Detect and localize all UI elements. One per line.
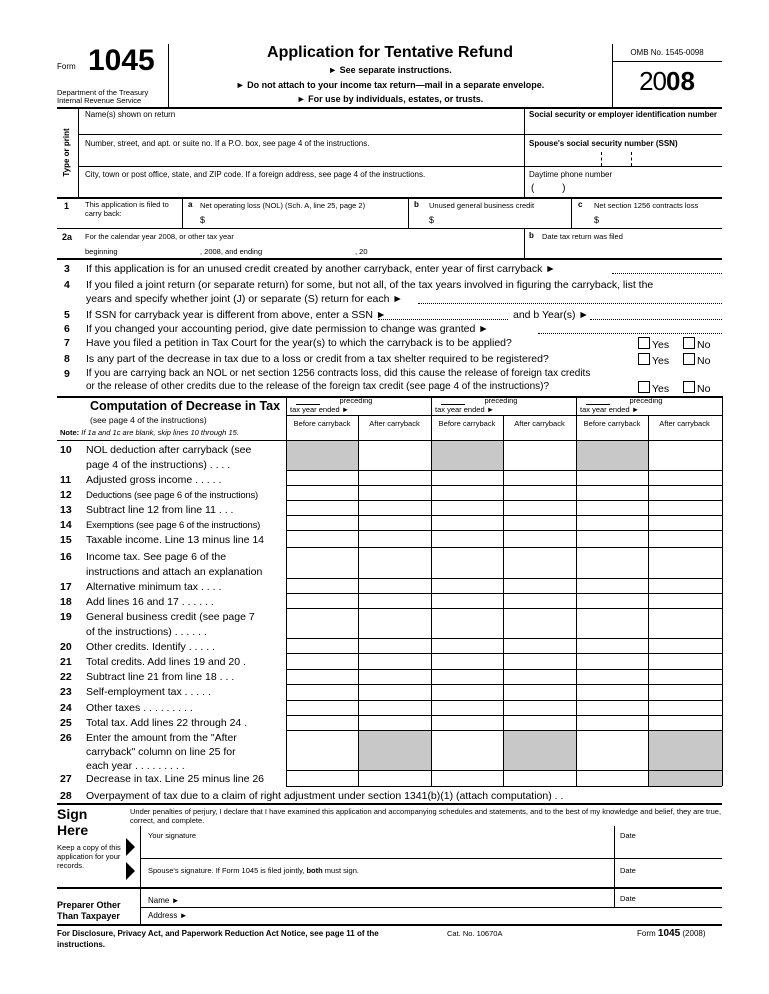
line-number: 15 [60,534,72,546]
amount-cell[interactable] [504,531,575,546]
amount-cell[interactable] [577,731,647,769]
line-1c: Net section 1256 contracts loss [594,201,699,210]
question-number: 3 [64,263,70,275]
question-text: Have you filed a petition in Tax Court for the year(s) to which the carryback is to be applied? [86,337,512,349]
amount-cell[interactable] [359,685,430,699]
amount-cell[interactable] [504,501,575,514]
amount-cell[interactable] [504,654,575,668]
amount-cell[interactable] [287,486,357,499]
checkbox-icon[interactable] [638,337,650,349]
question-text: or the release of other credits due to the release of the foreign tax credit (see page 4 of the instructions)? [86,381,550,392]
amount-cell[interactable] [649,531,721,546]
amount-cell[interactable] [432,486,502,499]
amount-cell[interactable] [287,548,357,577]
no-label: No [697,383,711,395]
amount-cell[interactable] [649,594,721,607]
amount-cell[interactable] [649,639,721,652]
line-label: General business credit (see page 7 [86,611,255,623]
instruction-3: ► For use by individuals, estates, or trusts. [296,94,484,104]
amount-cell[interactable] [287,609,357,637]
line-label: Subtract line 12 from line 11 . . . [86,504,234,516]
instruction-2: ► Do not attach to your income tax return—mail in a separate envelope. [235,80,545,90]
amount-cell[interactable] [359,501,430,514]
checkbox-icon[interactable] [683,353,695,365]
line-label: Other taxes . . . . . . . . . [86,702,193,714]
preparer-label: Preparer Other Than Taxpayer [57,900,121,921]
signature-date[interactable]: Date [620,831,636,840]
line-number: 26 [60,732,72,744]
amount-cell[interactable] [359,771,430,785]
checkbox-icon[interactable] [683,381,695,393]
line-2a-text: For the calendar year 2008, or other tax year [85,232,234,241]
yes-label: Yes [652,355,670,367]
no-label: No [697,355,711,367]
irs: Internal Revenue Service [57,96,142,105]
question-number: 4 [64,279,70,291]
amount-cell[interactable] [432,579,502,592]
amount-cell[interactable] [504,701,575,714]
amount-cell[interactable] [577,701,647,714]
amount-cell[interactable] [649,548,721,577]
line-number: 14 [60,519,72,531]
amount-cell[interactable] [649,579,721,592]
preceding-label: preceding [339,396,373,405]
amount-cell[interactable] [649,771,721,785]
amount-cell[interactable] [287,441,357,469]
line-number: 17 [60,581,72,593]
amount-cell[interactable] [504,471,575,484]
amount-cell[interactable] [359,579,430,592]
yes-label: Yes [652,339,670,351]
line-label: Decrease in tax. Line 25 minus line 26 [86,773,265,785]
computation-title: Computation of Decrease in Tax [90,399,281,413]
amount-cell[interactable] [649,716,721,729]
amount-cell[interactable] [432,701,502,714]
line-label: Enter the amount from the "After [86,732,237,744]
line-1a: Net operating loss (NOL) (Sch. A, line 25, page 2) [200,201,366,210]
line-label: Exemptions (see page 6 of the instructions) [86,520,261,531]
line-1a-amount[interactable]: $ [200,215,206,225]
amount-cell[interactable] [649,670,721,683]
question-7-yes[interactable] [638,337,669,351]
line-label: NOL deduction after carryback (see [86,444,252,456]
line-label: Taxable income. Line 13 minus line 14 [86,534,265,546]
after-carryback-header: After carryback [659,419,710,428]
spouse-ssn-field[interactable]: Spouse's social security number (SSN) [529,139,678,148]
amount-cell[interactable] [287,654,357,668]
question-7-no[interactable] [683,337,710,351]
amount-cell[interactable] [577,548,647,577]
amount-cell[interactable] [504,716,575,729]
amount-cell[interactable] [359,531,430,546]
line-28-number: 28 [60,790,72,802]
amount-cell[interactable] [359,441,430,469]
amount-cell[interactable] [504,594,575,607]
line-number: 25 [60,717,72,729]
spouse-signature[interactable]: Spouse's signature. If Form 1045 is filed jointly, both must sign. [148,866,359,875]
amount-cell[interactable] [432,609,502,637]
line-number: 20 [60,641,72,653]
question-number: 8 [64,353,70,365]
amount-cell[interactable] [359,654,430,668]
amount-cell[interactable] [359,609,430,637]
keep-copy-note: Keep a copy of this application for your records. [57,843,121,870]
question-5-year: and b Year(s) ► [513,309,589,321]
line-label: Other credits. Identify . . . . . [86,641,215,653]
omb-number: OMB No. 1545-0098 [630,48,704,57]
amount-cell[interactable] [287,516,357,529]
line-2b[interactable]: Date tax return was filed [542,232,623,241]
amount-cell[interactable] [432,501,502,514]
amount-cell[interactable] [287,531,357,546]
your-signature[interactable]: Your signature [148,831,197,840]
question-text: If SSN for carryback year is different from above, enter a SSN ► [86,309,387,321]
line-1-number: 1 [64,201,70,211]
amount-cell[interactable] [287,685,357,699]
line-number: 24 [60,702,72,714]
preceding-label: preceding [484,396,518,405]
question-text: If this application is for an unused credit created by another carryback, enter year of first carryback ► [86,263,556,275]
tax-year-ended-field[interactable]: tax year ended ► [435,405,495,414]
line-label: Total tax. Add lines 22 through 24 . [86,717,248,729]
question-text: If you changed your accounting period, give date permission to change was granted ► [86,323,489,335]
amount-cell[interactable] [432,471,502,484]
perjury-statement: Under penalties of perjury, I declare that I have examined this application and accompanying schedules and statements, and to the best of my knowledge and belief, they are true, correct, and complete. [130,807,722,825]
amount-cell[interactable] [287,579,357,592]
form-title: Application for Tentative Refund [267,44,513,61]
amount-cell[interactable] [649,609,721,637]
amount-cell[interactable] [504,516,575,529]
before-carryback-header: Before carryback [583,419,641,428]
amount-cell[interactable] [649,486,721,499]
line-label: instructions and attach an explanation [86,566,263,578]
amount-cell[interactable] [577,609,647,637]
answer-line[interactable] [538,333,722,334]
amount-cell[interactable] [649,685,721,699]
amount-cell[interactable] [577,486,647,499]
amount-cell[interactable] [287,639,357,652]
answer-line[interactable] [418,303,722,304]
amount-cell[interactable] [432,516,502,529]
amount-cell[interactable] [432,531,502,546]
amount-cell[interactable] [577,639,647,652]
line-1b: Unused general business credit [429,201,535,210]
question-number: 5 [64,309,70,321]
preparer-address[interactable]: Address ► [148,911,188,920]
amount-cell[interactable] [359,594,430,607]
amount-cell[interactable] [504,771,575,785]
answer-line[interactable] [590,319,722,320]
amount-cell[interactable] [504,548,575,577]
city-field[interactable]: City, town or post office, state, and ZIP code. If a foreign address, see page 4 of the instructions. [85,170,426,179]
amount-cell[interactable] [577,670,647,683]
amount-cell[interactable] [359,731,430,769]
tax-year: 2008 [639,66,695,96]
preparer-name[interactable]: Name ► [148,896,180,905]
amount-cell[interactable] [287,670,357,683]
line-number: 12 [60,489,72,501]
amount-cell[interactable] [649,731,721,769]
line-label: page 4 of the instructions) . . . . [86,459,231,471]
line-label: Total credits. Add lines 19 and 20 . [86,656,246,668]
amount-cell[interactable] [504,441,575,469]
address-field[interactable]: Number, street, and apt. or suite no. If a P.O. box, see page 4 of the instructions. [85,139,370,148]
question-number: 6 [64,323,70,335]
arrow-icon [126,862,135,880]
spouse-signature-date[interactable]: Date [620,866,636,875]
line-1b-amount[interactable]: $ [429,215,435,225]
preceding-label: preceding [629,396,663,405]
amount-cell[interactable] [359,716,430,729]
question-8-yes[interactable] [638,353,669,367]
footer-form: Form 1045 (2008) [637,928,706,939]
line-number: 22 [60,671,72,683]
checkbox-icon[interactable] [683,337,695,349]
line-number: 21 [60,656,72,668]
amount-cell[interactable] [504,579,575,592]
amount-cell[interactable] [432,654,502,668]
amount-cell[interactable] [577,531,647,546]
amount-cell[interactable] [287,731,357,769]
amount-cell[interactable] [577,441,647,469]
amount-cell[interactable] [287,471,357,484]
computation-subtitle: (see page 4 of the instructions) [90,415,207,425]
line-number: 11 [60,474,72,486]
amount-cell[interactable] [359,471,430,484]
line-label: Adjusted gross income . . . . . [86,474,222,486]
amount-cell[interactable] [432,441,502,469]
line-label: Self-employment tax . . . . . [86,686,211,698]
line-label: Alternative minimum tax . . . . [86,581,222,593]
question-8-no[interactable] [683,353,710,367]
amount-cell[interactable] [359,516,430,529]
amount-cell[interactable] [432,716,502,729]
line-number: 19 [60,611,72,623]
line-2a-and-ending[interactable]: , 2008, and ending [200,247,263,256]
amount-cell[interactable] [287,501,357,514]
amount-cell[interactable] [649,516,721,529]
line-number: 23 [60,686,72,698]
amount-cell[interactable] [577,579,647,592]
instruction-1: ► See separate instructions. [328,65,452,75]
amount-cell[interactable] [577,516,647,529]
line-number: 16 [60,551,72,563]
ssn-field[interactable]: Social security or employer identification number [529,110,718,119]
name-field[interactable]: Name(s) shown on return [85,110,176,119]
department: Department of the Treasury [57,88,149,97]
question-text: years and specify whether joint (J) or separate (S) return for each ► [86,293,403,305]
line-label: Income tax. See page 6 of the [86,551,227,563]
amount-cell[interactable] [432,548,502,577]
sign-here-title: Sign Here [57,806,89,838]
amount-cell[interactable] [577,771,647,785]
amount-cell[interactable] [577,654,647,668]
line-label: Subtract line 21 from line 18 . . . [86,671,235,683]
amount-cell[interactable] [359,639,430,652]
before-carryback-header: Before carryback [293,419,351,428]
amount-cell[interactable] [649,501,721,514]
phone-field[interactable]: Daytime phone number [529,170,613,179]
question-text: If you are carrying back an NOL or net section 1256 contracts loss, did this cause the release of foreign tax credits [86,368,591,379]
yes-label: Yes [652,383,670,395]
line-label: of the instructions) . . . . . . [86,626,207,638]
line-1-label: This application is filed to carry back: [85,200,169,218]
question-9-no[interactable] [683,381,710,395]
amount-cell[interactable] [649,654,721,668]
amount-cell[interactable] [504,670,575,683]
amount-cell[interactable] [577,471,647,484]
after-carryback-header: After carryback [514,419,565,428]
question-text: If you filed a joint return (or separate return) for some, but not all, of the tax years involved in figuring the carryback, list the [86,279,654,291]
amount-cell[interactable] [504,731,575,769]
amount-cell[interactable] [649,701,721,714]
answer-line[interactable] [378,319,508,320]
footer-notice: For Disclosure, Privacy Act, and Paperwork Reduction Act Notice, see page 11 of the instructions. [57,929,379,949]
line-number: 13 [60,504,72,516]
amount-cell[interactable] [504,609,575,637]
amount-cell[interactable] [649,471,721,484]
no-label: No [697,339,711,351]
amount-cell[interactable] [504,685,575,699]
line-label: each year . . . . . . . . . [86,760,185,772]
line-2a-beginning[interactable]: beginning [85,247,118,256]
line-1c-amount[interactable]: $ [594,215,600,225]
amount-cell[interactable] [432,771,502,785]
checkbox-icon[interactable] [638,353,650,365]
tax-year-ended-field[interactable]: tax year ended ► [290,405,350,414]
line-number: 18 [60,596,72,608]
amount-cell[interactable] [649,441,721,469]
amount-cell[interactable] [287,771,357,785]
amount-cell[interactable] [432,594,502,607]
amount-cell[interactable] [287,701,357,714]
after-carryback-header: After carryback [369,419,420,428]
arrow-icon [126,838,135,856]
question-9-yes[interactable] [638,381,669,395]
amount-cell[interactable] [432,685,502,699]
line-number: 10 [60,444,72,456]
amount-cell[interactable] [504,486,575,499]
answer-line[interactable] [612,273,722,274]
line-label: Deductions (see page 6 of the instructions) [86,490,259,501]
amount-cell[interactable] [359,548,430,577]
amount-cell[interactable] [432,731,502,769]
checkbox-icon[interactable] [638,381,650,393]
line-label: carryback" column on line 25 for [86,746,236,758]
type-or-print-label: Type or print [62,128,71,177]
amount-cell[interactable] [287,716,357,729]
question-number: 9 [64,368,70,380]
catalog-number: Cat. No. 10670A [447,929,503,938]
amount-cell[interactable] [577,501,647,514]
amount-cell[interactable] [577,685,647,699]
tax-year-ended-field[interactable]: tax year ended ► [580,405,640,414]
question-number: 7 [64,337,70,349]
form-label: Form [57,62,76,71]
amount-cell[interactable] [577,716,647,729]
amount-cell[interactable] [359,486,430,499]
line-2a-comma-20: , 20 [355,247,368,256]
amount-cell[interactable] [359,670,430,683]
line-number: 27 [60,773,72,785]
form-number: 1045 [88,44,155,77]
before-carryback-header: Before carryback [438,419,496,428]
amount-cell[interactable] [504,639,575,652]
line-label: Add lines 16 and 17 . . . . . . [86,596,214,608]
preparer-date[interactable]: Date [620,894,636,903]
amount-cell[interactable] [359,701,430,714]
phone-paren: ( ) [531,183,566,194]
question-text: Is any part of the decrease in tax due to a loss or credit from a tax shelter required to be registered? [86,353,549,365]
line-28-text: Overpayment of tax due to a claim of right adjustment under section 1341(b)(1) (attach computation) . . [86,790,564,802]
amount-cell[interactable] [287,594,357,607]
amount-cell[interactable] [577,594,647,607]
line-2a-number: 2a [62,232,73,242]
computation-note: Note: If 1a and 1c are blank, skip lines 10 through 15. [60,428,239,437]
amount-cell[interactable] [432,670,502,683]
amount-cell[interactable] [432,639,502,652]
